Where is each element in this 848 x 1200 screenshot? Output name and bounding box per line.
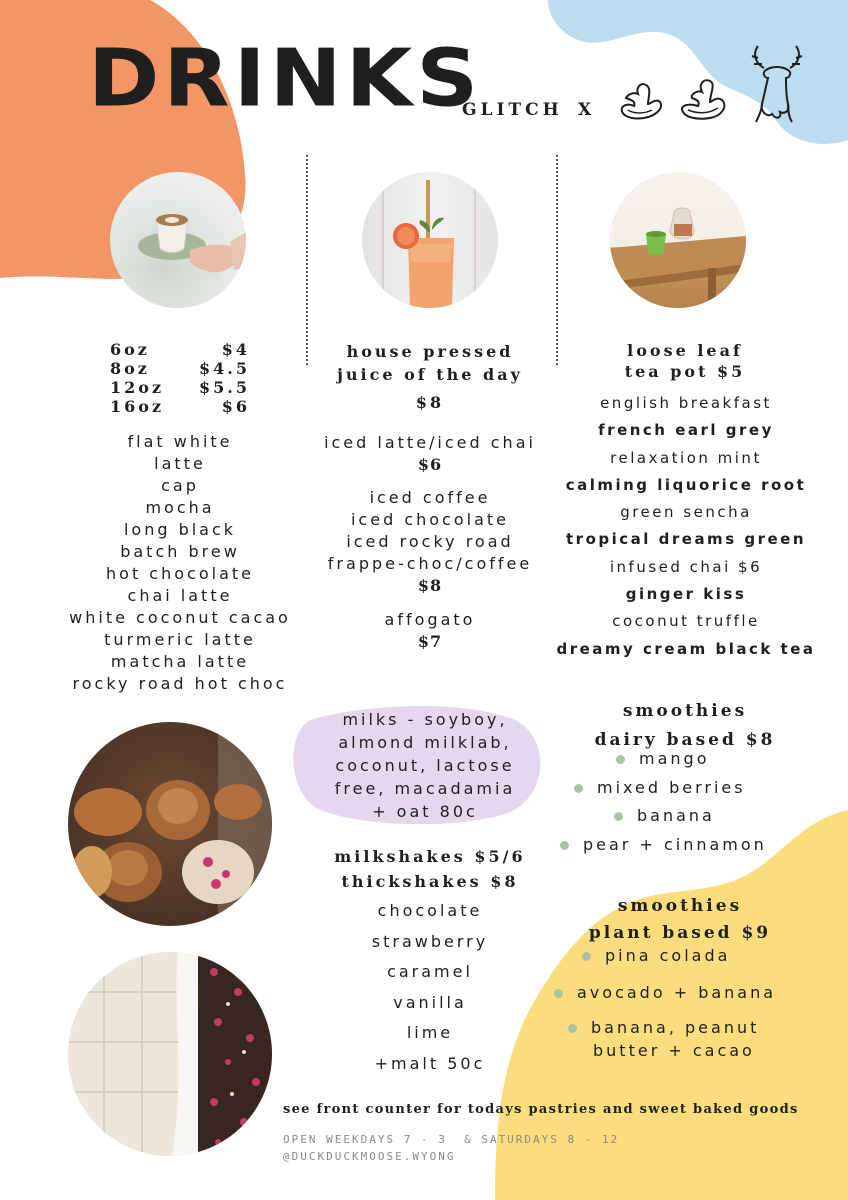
list-item: cap [161, 476, 199, 495]
tea-pot-photo [610, 172, 746, 308]
juice-title: house pressed juice of the day [337, 342, 523, 384]
smoothies-dairy-title: smoothies dairy based $8 [594, 701, 776, 750]
list-item: coconut truffle [612, 612, 760, 631]
pastries-photo [68, 722, 272, 926]
list-item: strawberry [371, 931, 489, 951]
coffee-cup-photo [110, 172, 246, 308]
list-item: +malt 50c [374, 1053, 486, 1073]
list-item: batch brew [120, 542, 240, 561]
smoothies-plant-title: smoothies plant based $9 [588, 896, 772, 943]
milks-note: milks - soyboy, almond milklab, coconut, lactose free, macadamia + oat 80c [334, 710, 516, 821]
list-item: caramel [387, 962, 473, 981]
affogato-item: affogato $7 [384, 610, 476, 651]
bullet-icon [582, 952, 591, 961]
size-row: 6oz $4 [110, 340, 250, 359]
list-item: long black [123, 520, 237, 539]
size-row: 8oz $4.5 [110, 359, 250, 378]
shakes-title: milkshakes $5/6 thickshakes $8 [334, 847, 526, 891]
list-item: relaxation mint [610, 448, 762, 467]
collab-label: GLITCH [462, 100, 563, 120]
list-item: rocky road hot choc [72, 674, 288, 693]
opening-hours: OPEN WEEKDAYS 7 - 3 & SATURDAYS 8 - 12 @DUCKDUCKMOOSE.WYONG [283, 1133, 620, 1163]
list-item: matcha latte [110, 652, 250, 671]
list-item: calming liquorice root [565, 475, 807, 494]
coffee-sizes [110, 340, 250, 416]
tea-list [540, 390, 832, 663]
column-divider [306, 155, 308, 365]
list-item: french earl grey [598, 421, 774, 440]
list-item: infused chai $6 [609, 557, 763, 576]
bullet-icon [560, 841, 569, 850]
list-item: hot chocolate [106, 564, 254, 583]
duck-outline-icon [614, 80, 668, 124]
cold-drinks-list: iced coffee iced chocolate iced rocky road frappe-choc/coffee $8 [280, 487, 580, 597]
list-item: chocolate [377, 901, 483, 920]
list-item: turmeric latte [104, 630, 256, 649]
list-item: ginger kiss [625, 585, 747, 604]
tea-title: loose leaf tea pot $5 [624, 341, 746, 381]
bullet-icon [568, 1024, 577, 1033]
bullet-icon [616, 755, 625, 764]
list-item: iced rocky road [346, 532, 514, 551]
list-item: dreamy cream black tea [556, 639, 816, 658]
list-item: green sencha [620, 503, 752, 522]
orange-juice-photo [362, 172, 498, 308]
plant-item: pina colada [582, 946, 730, 965]
list-item: white coconut cacao [69, 608, 291, 627]
list-item: mocha [145, 498, 215, 517]
list-item: tropical dreams green [566, 530, 806, 549]
plant-item: butter + cacao [593, 1041, 755, 1060]
chocolate-slices-photo [68, 952, 272, 1156]
dairy-item: mango [616, 749, 709, 768]
list-item: flat white [127, 432, 233, 451]
list-item: chai latte [127, 586, 233, 605]
moose-outline-icon [748, 42, 806, 124]
column-divider [556, 155, 558, 365]
duck-outline-icon [676, 76, 732, 124]
collab-x: X [578, 100, 592, 120]
plant-item: avocado + banana [554, 983, 776, 1002]
list-item: vanilla [393, 992, 467, 1012]
dairy-item: banana [614, 806, 715, 825]
list-item: latte [154, 454, 206, 473]
list-item: iced coffee [369, 488, 491, 507]
size-row: 12oz $5.5 [110, 378, 250, 397]
list-item: iced chocolate [350, 510, 509, 529]
list-item: english breakfast [600, 394, 772, 412]
pastries-note: see front counter for todays pastries and sweet baked goods [283, 1102, 799, 1117]
shakes-list [300, 896, 560, 1079]
iced-latte-item: iced latte/iced chai $6 [324, 433, 536, 474]
size-row: 16oz $6 [110, 397, 250, 416]
juice-price: $8 [415, 393, 445, 412]
dairy-item: mixed berries [574, 778, 746, 797]
bullet-icon [574, 784, 583, 793]
list-item: frappe-choc/coffee [327, 554, 533, 573]
bullet-icon [554, 989, 563, 998]
page-title: DRINKS [88, 33, 483, 125]
list-item: lime [406, 1023, 454, 1042]
dairy-item: pear + cinnamon [560, 835, 767, 854]
plant-item: banana, peanut [568, 1018, 759, 1037]
instagram-handle[interactable]: @DUCKDUCKMOOSE.WYONG [283, 1150, 456, 1163]
bullet-icon [614, 812, 623, 821]
